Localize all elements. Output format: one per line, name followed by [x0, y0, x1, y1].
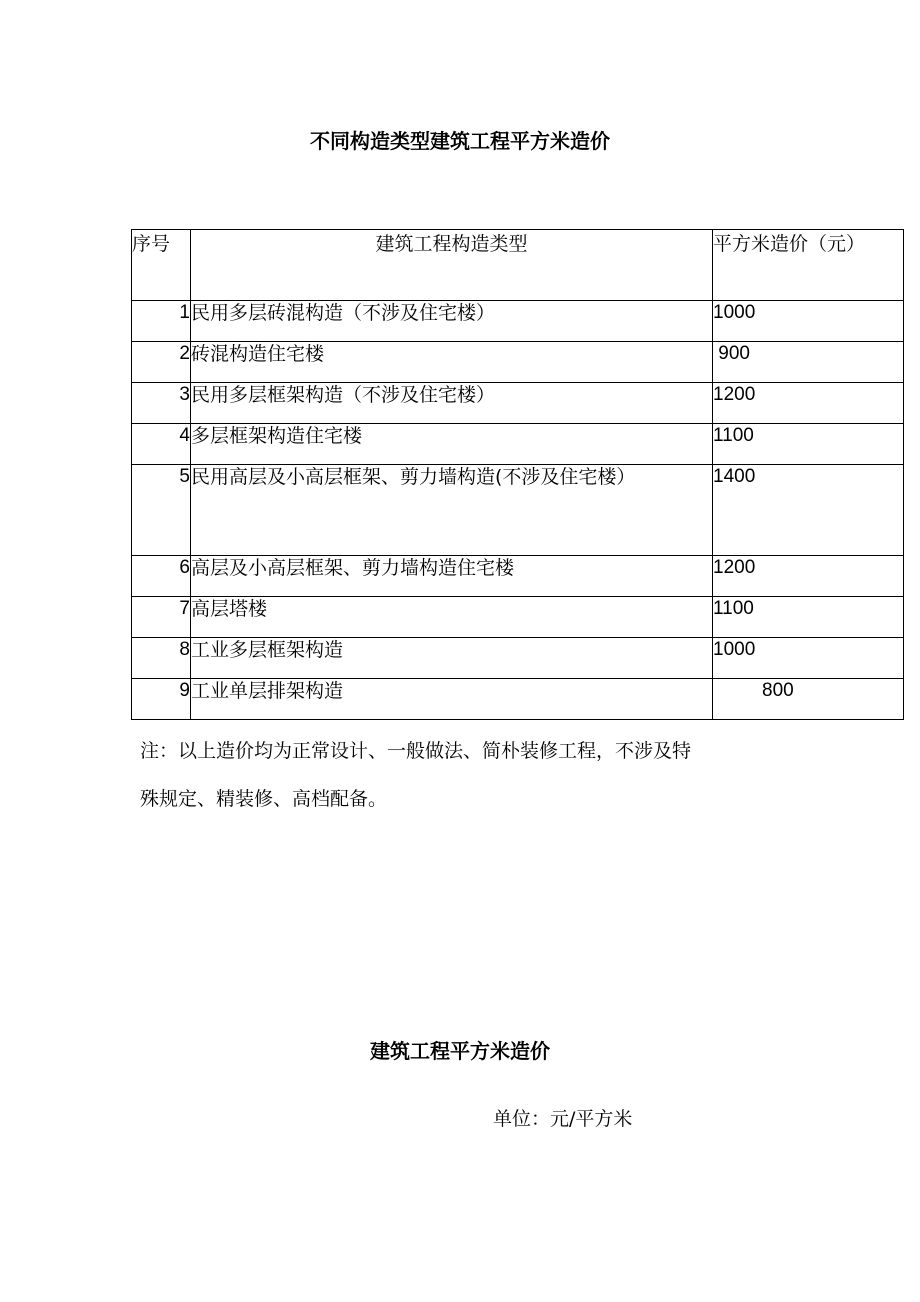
table-row [132, 679, 904, 720]
row-seq: 7 [132, 597, 191, 638]
row-type: 工业单层排架构造 [191, 679, 713, 720]
row-price: 1400 [713, 465, 904, 556]
table-row [132, 597, 904, 638]
note-line-1: 注：以上造价均为正常设计、一般做法、简朴装修工程，不涉及特 [140, 740, 692, 762]
header-type: 建筑工程构造类型 [191, 230, 713, 301]
row-type: 民用多层框架构造（不涉及住宅楼） [191, 383, 713, 424]
header-price: 平方米造价（元） [713, 230, 904, 301]
row-price: 1100 [713, 424, 904, 465]
row-price: 1200 [713, 556, 904, 597]
row-price: 1000 [713, 301, 904, 342]
table-row [132, 424, 904, 465]
row-type: 高层及小高层框架、剪力墙构造住宅楼 [191, 556, 713, 597]
table-note [140, 727, 800, 823]
note-line-2: 殊规定、精装修、高档配备。 [140, 788, 388, 810]
row-seq: 1 [132, 301, 191, 342]
row-type: 多层框架构造住宅楼 [191, 424, 713, 465]
row-price: 1100 [713, 597, 904, 638]
section-title: 建筑工程平方米造价 [370, 1039, 550, 1063]
row-price: 800 [713, 679, 904, 720]
row-seq: 8 [132, 638, 191, 679]
table-row [132, 556, 904, 597]
row-seq: 6 [132, 556, 191, 597]
table-row [132, 342, 904, 383]
table-row [132, 638, 904, 679]
row-type: 民用多层砖混构造（不涉及住宅楼） [191, 301, 713, 342]
row-type: 高层塔楼 [191, 597, 713, 638]
row-price: 1200 [713, 383, 904, 424]
row-type: 工业多层框架构造 [191, 638, 713, 679]
row-seq: 4 [132, 424, 191, 465]
row-seq: 3 [132, 383, 191, 424]
table-row [132, 383, 904, 424]
row-seq: 9 [132, 679, 191, 720]
row-seq: 2 [132, 342, 191, 383]
row-price: 900 [713, 342, 904, 383]
header-seq: 序号 [132, 230, 191, 301]
row-price: 1000 [713, 638, 904, 679]
cost-table [131, 229, 904, 720]
table-row [132, 301, 904, 342]
row-type: 民用高层及小高层框架、剪力墙构造(不涉及住宅楼） [191, 465, 713, 556]
table-header-row [132, 230, 904, 301]
page-title: 不同构造类型建筑工程平方米造价 [310, 129, 610, 153]
row-seq: 5 [132, 465, 191, 556]
unit-label: 单位：元/平方米 [493, 1108, 633, 1130]
row-type: 砖混构造住宅楼 [191, 342, 713, 383]
table-row [132, 465, 904, 556]
